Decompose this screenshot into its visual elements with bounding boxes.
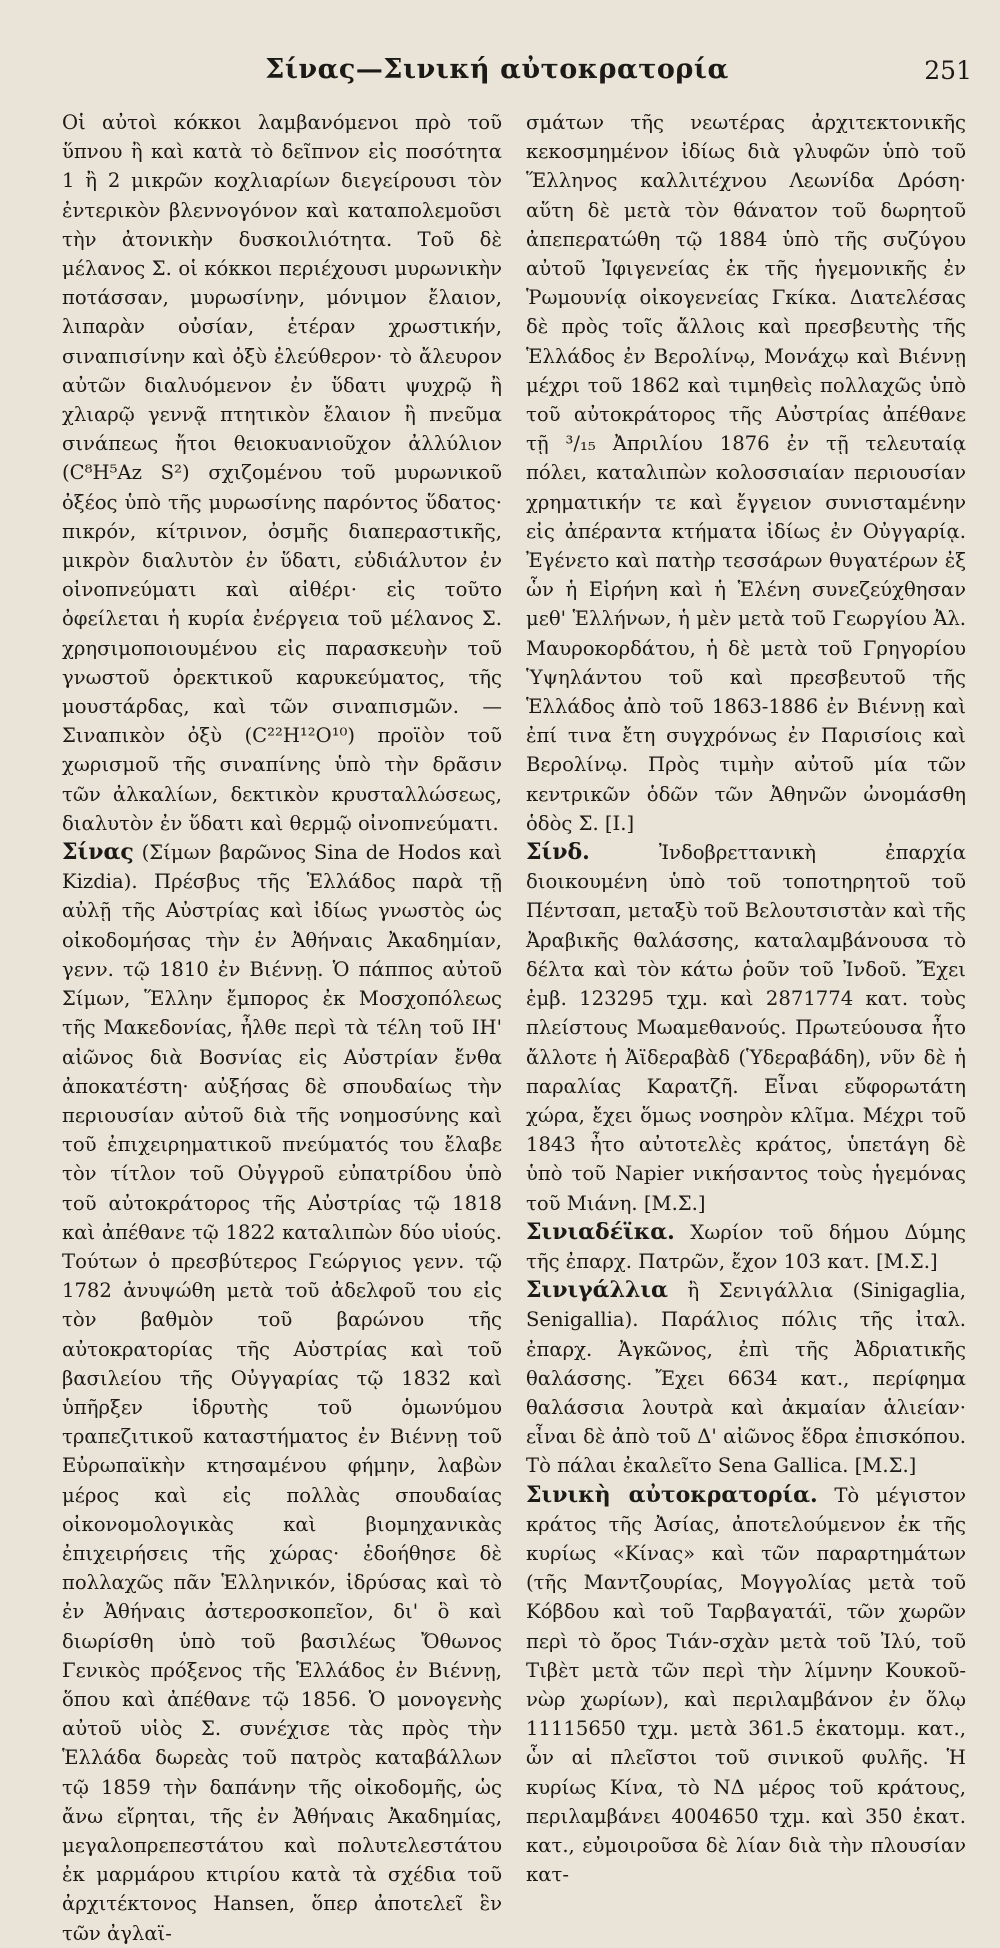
entry-headword: Σινιγάλλια	[526, 1277, 668, 1304]
text-columns	[62, 108, 972, 1948]
entry-text: Ἰνδοβρεττανικὴ ἐπαρχία διοικουμένη ὑπὸ τοῦ τοποτηρητοῦ τοῦ Πέντσαπ, μεταξὺ τοῦ Βελουτσιστὰν καὶ τῆς Ἀραβικῆς θαλάσσης, καταλαμβάνουσα τὸ δέλτα καὶ τὸν κάτω ῥοῦν τοῦ Ἰνδοῦ. Ἔχει ἐμβ. 123295 τχμ. καὶ 2871774 κατ. τοὺς πλείστους Μωαμεθανούς. Πρωτεύουσα ἦτο ἄλλοτε ἡ Ἀϊδεραβὰδ (Ὑδεραβάδη), νῦν δὲ ἡ παραλίας Καρατζῆ. Εἶναι εὔφορωτάτη χώρα, ἔχει ὅμως νοσηρὸν κλῖμα. Μέχρι τοῦ 1843 ἦτο αὐτοτελὲς κράτος, ὑπετάγη δὲ ὑπὸ τοῦ Napier νικήσαντος τοὺς ἡγεμόνας τοῦ Μιάνη. [Μ.Σ.]	[526, 841, 966, 1215]
page-number: 251	[924, 56, 972, 85]
paragraph: σμάτων τῆς νεωτέρας ἀρχιτεκτονικῆς κεκοσμημένον ἰδίως διὰ γλυφῶν ὑπὸ τοῦ Ἕλληνος καλλιτέχνου Λεωνίδα Δρόση· αὕτη δὲ μετὰ τὸν θάνατον τοῦ δωρητοῦ ἀπεπερατώθη τῷ 1884 ὑπὸ τῆς συζύγου αὐτοῦ Ἰφιγενείας ἐκ τῆς ἡγεμονικῆς ἐν Ῥωμουνίᾳ οἰκογενείας Γκίκα. Διατελέσας δὲ πρὸς τοῖς ἄλλοις καὶ πρεσβευτὴς τῆς Ἑλλάδος ἐν Βερολίνῳ, Μονάχῳ καὶ Βιέννῃ μέχρι τοῦ 1862 καὶ τιμηθεὶς πολλαχῶς ὑπὸ τοῦ αὐτοκράτορος τῆς Αὐστρίας ἀπέθανε τῇ ³/₁₅ Ἀπριλίου 1876 ἐν τῇ τελευταίᾳ πόλει, καταλιπὼν κολοσσιαίαν περιουσίαν χρηματικήν τε καὶ ἔγγειον συνισταμένην εἰς ἀπέραντα κτήματα ἰδίως ἐν Οὐγγαρίᾳ. Ἐγένετο καὶ πατὴρ τεσσάρων θυγατέρων ἐξ ὧν ἡ Εἰρήνη καὶ ἡ Ἑλένη συνεζεύχθησαν μεθ' Ἑλλήνων, ἡ μὲν μετὰ τοῦ Γεωργίου Ἀλ. Μαυροκορδάτου, ἡ δὲ μετὰ τοῦ Γρηγορίου Ὑψηλάντου τοῦ καὶ πρεσβευτοῦ τῆς Ἑλλάδος ἀπὸ τοῦ 1863-1886 ἐν Βιέννῃ καὶ ἐπί τινα ἔτη συγχρόνως ἐν Παρισίοις καὶ Βερολίνῳ. Πρὸς τιμὴν αὐτοῦ μία τῶν κεντρικῶν ὁδῶν τῶν Ἀθηνῶν ὠνομάσθη ὁδὸς Σ. [Ι.]	[526, 111, 966, 835]
entry-headword: Σίνας	[62, 839, 134, 866]
entry-headword: Σινιαδέϊκα.	[526, 1218, 675, 1245]
entry-siniadeika	[526, 1218, 966, 1276]
right-column	[526, 108, 966, 1948]
entry-text: Τὸ μέγιστον κράτος τῆς Ἀσίας, ἀποτελούμενον ἐκ τῆς κυρίως «Κίνας» καὶ τῶν παραρτημάτων (τῆς Μαντζουρίας, Μογγολίας μετὰ τοῦ Κόβδου καὶ τοῦ Ταρβαγατάϊ, τῶν χωρῶν περὶ τὸ ὄρος Τιάν-σχὰν μετὰ τοῦ Ἰλύ, τοῦ Τιβὲτ μετὰ τῶν περὶ τὴν λίμνην Κουκοῦ-νὼρ χωρίων), καὶ περιλαμβάνον ἐν ὅλῳ 11115650 τχμ. μετὰ 361.5 ἑκατομμ. κατ., ὧν αἱ πλεῖστοι τοῦ σινικοῦ φυλῆς. Ἡ κυρίως Κίνα, τὸ ΝΔ μέρος τοῦ κράτους, περιλαμβάνει 4004650 τχμ. καὶ 350 ἑκατ. κατ., εὐμοιροῦσα δὲ λίαν διὰ τὴν πλουσίαν κατ-	[526, 1483, 966, 1887]
entry-sind	[526, 838, 966, 1218]
entry-text: Χωρίον τοῦ δήμου Δύμης τῆς ἐπαρχ. Πατρῶν, ἔχον 103 κατ. [Μ.Σ.]	[526, 1220, 966, 1273]
entry-sinas	[62, 838, 502, 1948]
left-column	[62, 108, 502, 1948]
paragraph: Οἱ αὐτοὶ κόκκοι λαμβανόμενοι πρὸ τοῦ ὕπνου ἢ καὶ κατὰ τὸ δεῖπνον εἰς ποσότητα 1 ἢ 2 μικρῶν κοχλιαρίων διεγείρουσι τὸν ἐντερικὸν βλεννογόνον καὶ καταπολεμοῦσι τὴν ἀτονικὴν δυσκοιλιότητα. Τοῦ δὲ μέλανος Σ. οἱ κόκκοι περιέχουσι μυρωνικὴν ποτάσσαν, μυρωσίνην, μόνιμον ἔλαιον, λιπαρὰν οὐσίαν, ἑτέραν χρωστικήν, σιναπισίνην καὶ ὀξὺ ἐλεύθερον· τὸ ἄλευρον αὐτῶν διαλυόμενον ἐν ὕδατι ψυχρῷ ἢ χλιαρῷ γεννᾷ πτητικὸν ἔλαιον ἢ πνεῦμα σινάπεως ἤτοι θειοκυανιοῦχον ἀλλύλιον (C⁸H⁵Az S²) σχιζομένου τοῦ μυρωνικοῦ ὀξέος ὑπὸ τῆς μυρωσίνης παρόντος ὕδατος· πικρόν, κίτρινον, ὀσμῆς διαπεραστικῆς, μικρὸν διαλυτὸν ἐν ὕδατι, εὐδιάλυτον ἐν οἰνοπνεύματι καὶ αἰθέρι· εἰς τοῦτο ὀφείλεται ἡ κυρία ἐνέργεια τοῦ μέλανος Σ. χρησιμοποιουμένου εἰς παρασκευὴν τοῦ γνωστοῦ ὀρεκτικοῦ καρυκεύματος, τῆς μουστάρδας, καὶ τῶν σιναπισμῶν. —Σιναπικὸν ὀξὺ (C²²H¹²O¹⁰) προϊὸν τοῦ χωρισμοῦ τῆς σιναπίνης ὑπὸ τὴν δρᾶσιν τῶν ἀλκαλίων, δεκτικὸν κρυσταλλώσεως, διαλυτὸν ἐν ὕδατι καὶ θερμῷ οἰνοπνεύματι.	[62, 111, 502, 835]
entry-text: (Σίμων βαρῶνος Sina de Hodos καὶ Kizdia). Πρέσβυς τῆς Ἑλλάδος παρὰ τῇ αὐλῇ τῆς Αὐστρίας καὶ ἰδίως γνωστὸς ὡς οἰκοδομήσας τὴν ἐν Ἀθήναις Ἀκαδημίαν, γενν. τῷ 1810 ἐν Βιέννῃ. Ὁ πάππος αὐτοῦ Σίμων, Ἕλλην ἔμπορος ἐκ Μοσχοπόλεως τῆς Μακεδονίας, ἦλθε περὶ τὰ τέλη τοῦ ΙΗ' αἰῶνος διὰ Βοσνίας εἰς Αὐστρίαν ἔνθα ἀποκατέστη· αὐξήσας δὲ σπουδαίως τὴν περιουσίαν αὐτοῦ διὰ τῆς νοημοσύνης καὶ τοῦ ἐπιχειρηματικοῦ πνεύματός του ἔλαβε τὸν τίτλον τοῦ Οὐγγροῦ εὐπατρίδου ὑπὸ τοῦ αὐτοκράτορος τῆς Αὐστρίας τῷ 1818 καὶ ἀπέθανε τῷ 1822 καταλιπὼν δύο υἱούς. Τούτων ὁ πρεσβύτερος Γεώργιος γενν. τῷ 1782 ἀνυψώθη μετὰ τοῦ ἀδελφοῦ του εἰς τὸν βαθμὸν τοῦ βαρώνου τῆς αὐτοκρατορίας τῆς Αὐστρίας καὶ τοῦ βασιλείου τῆς Οὐγγαρίας τῷ 1832 καὶ ὑπῆρξεν ἱδρυτὴς τοῦ ὁμωνύμου τραπεζιτικοῦ καταστήματος ἐν Βιέννῃ τοῦ Εὐρωπαϊκὴν κτησαμένου φήμην, λαβὼν μέρος καὶ εἰς πολλὰς σπουδαίας οἰκονομολογικὰς καὶ βιομηχανικὰς ἐπιχειρήσεις τῆς χώρας· ἐδοήθησε δὲ πολλαχῶς πᾶν Ἑλληνικόν, ἱδρύσας καὶ τὸ ἐν Ἀθήναις ἀστεροσκοπεῖον, δι' ὃ καὶ διωρίσθη ὑπὸ τοῦ βασιλέως Ὄθωνος Γενικὸς πρόξενος τῆς Ἑλλάδος ἐν Βιέννῃ, ὅπου καὶ ἀπέθανε τῷ 1856. Ὁ μονογενὴς αὐτοῦ υἱὸς Σ. συνέχισε τὰς πρὸς τὴν Ἑλλάδα δωρεὰς τοῦ πατρὸς καταβάλλων τῷ 1859 τὴν δαπάνην τῆς οἰκοδομῆς, ὡς ἄνω εἴρηται, τῆς ἐν Ἀθήναις Ἀκαδημίας, μεγαλοπρεπεστάτου καὶ πολυτελεστάτου ἐκ μαρμάρου κτιρίου κατὰ τὰ σχέδια τοῦ ἀρχιτέκτονος Hansen, ὅπερ ἀποτελεῖ ἓν τῶν ἀγλαϊ-	[62, 841, 503, 1945]
running-title: Σίνας—Σινική αὐτοκρατορία	[265, 54, 729, 85]
entry-headword: Σινικὴ αὐτοκρατορία.	[526, 1481, 818, 1508]
entry-sinigallia	[526, 1276, 966, 1480]
entry-siniki-autokratoria	[526, 1481, 966, 1890]
page-header	[62, 48, 972, 96]
entry-text: ἢ Σενιγάλλια (Sinigaglia, Senigallia). Παράλιος πόλις τῆς ἰταλ. ἐπαρχ. Ἀγκῶνος, ἐπὶ τῆς Ἀδριατικῆς θαλάσσης. Ἔχει 6634 κατ., περίφημα θαλάσσια λουτρὰ καὶ ἀκμαίαν ἁλιείαν· εἶναι δὲ ἀπὸ τοῦ Δ' αἰῶνος ἕδρα ἐπισκόπου. Τὸ πάλαι ἐκαλεῖτο Sena Gallica. [Μ.Σ.]	[526, 1279, 966, 1478]
entry-headword: Σίνδ.	[526, 839, 590, 866]
